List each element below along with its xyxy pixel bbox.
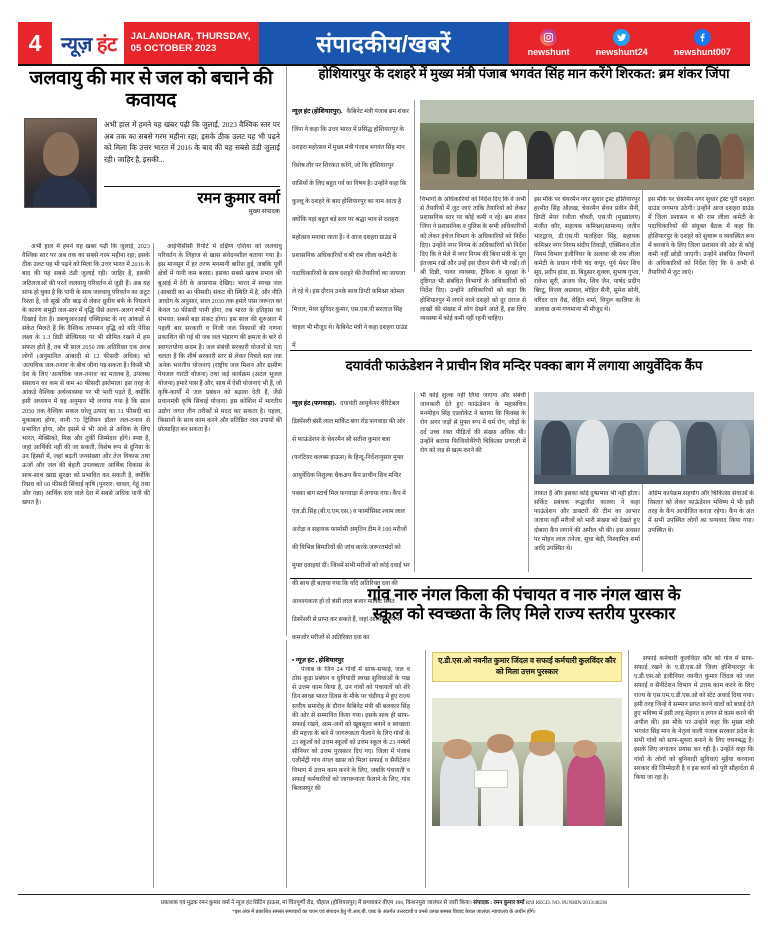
column-divider-a3c2 bbox=[628, 650, 629, 888]
article1-photo bbox=[420, 100, 754, 190]
article2-col4: अग्रिम कार्यक्रम सहयोग और चिकित्सा सेवाओं के विस्तार को लेकर फाऊंडेशन भविष्य में भी इसी तरह के कैंप आयोजित करता रहेगा। कैंप के अंत में सभी उपस्थित लोगों का धन्यवाद किया गया। उपस्थित थे। bbox=[648, 491, 754, 534]
article3-col1 bbox=[292, 655, 410, 894]
column-divider-a2c2 bbox=[528, 392, 529, 572]
facebook-handle: newshunt007 bbox=[673, 46, 731, 57]
social-instagram[interactable] bbox=[528, 29, 570, 57]
footer-line2: *इस अंक में प्रकाशित समस्त समाचारों का चयन एवं संपादन हेतु पी.आर.बी. एक्ट के अंतर्गत उत्तरदायी व उनसे उत्पन्न समस्त विवाद केवल जालंधर न्यायालय के अधीन होंगे। bbox=[232, 909, 536, 916]
article1-col1 bbox=[292, 100, 410, 352]
newspaper-logo[interactable] bbox=[52, 22, 124, 64]
editor-name: रमन कुमार वर्मा bbox=[197, 191, 280, 207]
dateline-city-day: JALANDHAR, THURSDAY, bbox=[130, 31, 251, 43]
column-divider-bottom-main bbox=[286, 640, 287, 888]
article2-col3: ताकत है और इसका कोई दुष्प्रभाव भी नहीं होता। सर्किट प्रबंधक रूद्धजीत कालरा ने कहा फाऊंडेशन और डाक्टरों की टीम का आभार जताया वहीं मरीजों को भारी संख्या को देखते हुए दोबारा कैंप लगाने की अपील भी की। इस अवसर पर मोहन लाल तनेजा, सुधा बेदी, विश्वामित्र शर्मा आदि उपस्थित थे। bbox=[534, 491, 640, 552]
article3-headline-line2: स्कूल को स्वच्छता के लिए मिले राज्य स्तरीय पुरस्कार bbox=[372, 603, 676, 623]
footer-rule bbox=[18, 894, 750, 895]
article3-col1-text: पंजाब के जिन 24 गांवों में साफ-सफाई, जल व ठोस कूड़ा प्रबंधन व धुनियादी स्वच्छ सुविधाओं के पख से उत्तम काम किया है, उन गांवों को पंचायतों को शेरे दिन स्वच्छ भारत दिवस के मौके पर चंडीगढ़ में हुए राज्य स्तरीय समारोह के दौरान कैबिनेट मंत्री श्री बलकार सिंह की ओर से सम्मानित किया गया। इसके साथ ही साफ-सफाई रखने, आम-जनों को खूबसूरत बनाने व स्वच्छता की महत्ता के बारे में जागरूकता फैलाने के लिए गांवों के 23 स्कूलों को उत्तम स्कूलों को उत्तम स्कूल के 23 नम्बरों सीनियर को उत्तम पुरस्कार दिए गए। जिला में पंजाब एलीमेंट्री गांव नंगल खास को मिला सफाई व सैनीटेशन विभाग में उत्तम काम करने के लिए, जबकि पंचायती व सफाई कर्मचारियों को जागरूकता फैलाने के लिए, गांव बिलासपुर की bbox=[292, 667, 410, 792]
article1-headline: होशियारपुर के दशहरे में मुख्य मंत्री पंजाब भगवंत सिंह मान करेंगे शिरकत: ब्रम शंकर जिंपा bbox=[318, 66, 730, 81]
article3-col2: सफाई कर्मचारी कुलविंदर कौर को गांव में साफ-सफाई रखने के ए.डी.एस.ओ जिला होशियारपुर के ए.डी.एस.ओ इंजीनियर नवनीत कुमार जिंदल को जल सफाई व सैनीटेशन विभाग में उत्तम काम करने के लिए राज्य के एस.एम.ए.डी.एस.ओ को स्टेट अवार्ड दिया गया। इसी तरह जिन्हें ये सम्मान प्राप्त करने वालों को बधाई देते हुए भविष्य में इसी तरह मेहनत व लगन से काम करने की अपील की। इस मौके पर उन्होंने कहा कि मुख्य मंत्री भगवंत सिंह मान के नेतृत्व वाली पंजाब सरकार प्रदेश के सभी गांवों को साफ-सुथरा बनाने के लिए वचनबद्ध है। इसके लिए लगातार प्रयास कर रही है। उन्होंने कहा कि गांवों के लोगों को बुनियादी सुविधाएं मुहैया करवाना सरकार की जिम्मेदारी है व इस कार्य को पूरी सौहार्दता से किया जा रहा है। bbox=[634, 656, 754, 781]
column-divider-left-ed bbox=[153, 243, 154, 888]
column-divider-a2c1 bbox=[414, 392, 415, 572]
footer-publisher-text: प्रकाशक एवं मुद्रक रमन कुमार वर्मा ने न्यूज हंट प्रिंटिंग हाऊस, मां चिंतपूर्णी रोड, चौहाल (होशियारपुर) में छपवाकर वीएम 106, किशनपुरा जालंधर से जारी किया। bbox=[160, 900, 474, 906]
editorial-body-col1: अभी हाल में हमने यह खबर पढ़ी कि जुलाई, 2023 वैश्विक स्तर पर अब तक का सबसे गरम महीना रहा; इसके ठीक उलट यह भी पढ़ने को मिला कि उत्तर भारत में 2016 के बाद की यह सबसे ठंडी जुलाई रही। जाहिर है, इसकी जटिलताओं की परतें जलवायु परिवर्तन से जुड़ी हैं। अब यह साफ हो चुका है कि पानी के साथ जलवायु परिवर्तन का अटूट रिश्ता है, जो सूखे और बाढ़ से लेकर ध्रुवीय बर्फ के पिघलने के कारण समुद्री जल-स्तर में वृद्धि जैसे अलग-अलग रूपों में दिखाई देता है। डब्ल्यूआरआई एक्विडक्ट के नए आंकड़ों से संकेत मिलते हैं कि वैश्विक तापमान वृद्धि को यदि पेरिस लक्ष्य के 1.3 डिग्री सेल्सियस पर भी सीमित रखने में हम सफल होते हैं, तब भी साल 2050 तक अतिरिक्त एक अरब लोगों (अनुमानित आबादी से 12 फीसदी अधिक) को 'अत्यधिक जल-तनाव' के बीच जीना पड़ सकता है। किसी भी देश के लिए 'अत्यधिक जल-तनाव' का मतलब है, उपलब्ध संसाधन का कम से कम 40 फीसदी इस्तेमाल। इस तरह के आंकड़े वैश्विक अर्थव्यवस्था पर भी भारी पड़ते हैं, क्योंकि इसी अध्ययन में यह अनुमान भी लगाया गया है कि साल 2050 तक वैश्विक सकल घरेलू उत्पाद का 31 फीसदी का मुकाबला होगा, यानी 70 ट्रिलियन डॉलर जल-तनाव से प्रभावित होगा, और इसमें से भी आधे से अधिक के लिए भारत, मेक्सिको, मिस्र और तुर्की जिम्मेदार होंगे। स्पष्ट है, जहां आर्थिकी नहीं की जा सकती, विशेष रूप से दुनिया के उन हिस्सों में, जहां बढ़ती जनसंख्या और तेज विकास तथा ऊर्जा और जल की बेहती उपलब्धता आर्थिक विकास के साथ-साथ खाद्य सुरक्षा को प्रभावित कर सकती है, क्योंकि रिसच को 60 फीसदी सिंचाई कृषि (पुनरार: चावल, गेहूं तथा और गन्ना) आर्थिक स्तर वाले देश में सबसे अधिक पानी की खपत है। bbox=[22, 244, 150, 506]
article3-photo bbox=[432, 698, 622, 826]
masthead bbox=[18, 22, 750, 64]
page-number: 4 bbox=[18, 22, 52, 64]
footer-rni: RNI REGD. NO. PUNHIN/2013/48236 bbox=[524, 900, 608, 906]
article3-headline-line1: गांव नारु नंगल किला की पंचायत व नारु नंगल खास के bbox=[367, 585, 681, 604]
footer-imprint bbox=[18, 899, 750, 916]
social-facebook[interactable] bbox=[674, 29, 731, 57]
facebook-icon bbox=[694, 29, 711, 46]
twitter-icon bbox=[613, 29, 630, 46]
dateline-block bbox=[124, 22, 259, 64]
article2-col2: भी कोई शुल्क नहीं लिया जाएगा और संबंधी जानकारी देते हुए फाऊंडेशन के महासचिव मनमोहन सिंह एडवोकेट ने बताया कि फिक्स्ड के रोग अगर जड़ों से मुफ्त रूप में धर्म रोग, जोड़ों के दर्द उच्च रक्त पीड़ितों की संख्या अधिक थी। उन्होंने बताया फिजियोथैरेपी चिकित्सा प्रणाली में रोग को जड़ से खत्म करने की bbox=[420, 393, 526, 454]
logo-text bbox=[61, 30, 117, 57]
editorial-headline: जलवायु की मार से जल को बचाने की कवायद bbox=[29, 68, 273, 111]
article1-dateline: न्यूज़ हंट (होशियारपुर). bbox=[292, 108, 343, 115]
article2-headline: दयावंती फाऊंडेशन ने प्राचीन शिव मन्दिर पक्का बाग में लगाया आयुर्वेदिक कैंप bbox=[345, 358, 703, 373]
dateline-date: 05 OCTOBER 2023 bbox=[130, 43, 217, 54]
social-twitter[interactable] bbox=[596, 29, 648, 57]
logo-text-part1: न्यूज़ bbox=[61, 33, 92, 56]
editor-photo bbox=[24, 118, 97, 208]
editorial-lead: अभी हाल में हमने यह खबर पढ़ी कि जुलाई, 2023 वैश्विक स्तर पर अब तक का सबसे गरम महीना रहा; इसके ठीक उलट यह भी पढ़ने को मिला कि उत्तर भारत में 2016 के बाद की यह सबसे ठंडी जुलाई रही। जाहिर है, इसकी... bbox=[104, 120, 280, 164]
editorial-body-col2: आईपीसीसी रिपोर्ट में दक्षिण एशिया को जलवायु परिवर्तन के लिहाज से खास संवेदनशील बताया गया है। इस मानसून में हर तरफ मनमानी बारिश हुई, जबकि पूर्वी क्षेत्रों में पानी कम बरसा। इसका सबसे खराब प्रभाव की बुआई में देरी के आसपास देखिए। भारत में स्वच्छ जल (आबादी का 40 फीसदी) संकट की स्थिति में है, और नीति आयोग के अनुसार, साल 2030 तक हमारे पास जरूरत का केवल 50 फीसदी पानी होगा, तब भारत के इतिहास का संभवत: सबसे बड़ा संकट होगा। इस साल की शुरुआत में पहली बार सरकारी व निजी जल निकायों की गणना प्रकाशित की गई थी जब जल भंडारण की क्षमता के बारे से स्वागतयोग्य कदम है। जल संबंधी सरकारी योजनों से पता चलता है कि शीर्ष सरकारी स्तर से लेकर निचले स्तर तक अनेक भारतीय योजनाएं (राष्ट्रीय जल मिशन और ग्रामीण पेयजल गारंटी योजना) तथा कई कार्यक्रम (अटल भूजल योजना) हमारे पास हैं और, साथ में ऐसी योजनाएं भी हैं, जो कृषि-कार्यों में जल प्रबंधन को बढ़ावा देती हैं, जैसे प्रधानमंत्री कृषि सिंचाई योजना। इस कोशिश में भारतीय उद्योग जगत तीन तरीकों से मदद कर सकता है। पहला, किसानों के साथ काम करने और प्रतिष्ठित जल उपायों की प्रोत्साहित कर सकता है। bbox=[158, 244, 282, 433]
article3-caption: ए.डी.एस.ओ नवनीत कुमार जिंदल व सफाई कर्मचारी कुलविंदर कौर को मिला उत्तम पुरस्कार bbox=[432, 652, 622, 682]
instagram-icon bbox=[540, 29, 557, 46]
twitter-handle: newshunt24 bbox=[595, 46, 648, 57]
footer-line1 bbox=[18, 899, 750, 908]
article1-col4: इस मौके पर चेयरमैन नगर सुधार ट्रस्ट पूरी दशहरा ग्राउंड जगमगा उठेगी। उन्होंने आज दशहरा ग्राउंड में जिला प्रशासन व श्री राम लीला कमेटी के पदाधिकारियों की संयुक्त बैठक में कहा कि होशियारपुर के दशहरे को सुचारू व व्यवस्थित रूप में करवाने के लिए जिला प्रशासन की ओर से कोई कमी नहीं छोड़ी जाएगी। उन्होंने संबंधित विभागों के अधिकारियों को निर्देश दिए कि वे अभी से तैयारियों में जुट जाएं। bbox=[648, 197, 754, 277]
article2-photo bbox=[534, 392, 754, 484]
section-title: संपादकीय/खबरें bbox=[259, 22, 509, 64]
article2-col1-text: दयावंती आयुकेयर चैरिटेबल डिस्पेंसरी बंसी लाल मार्किट बंगा रोड फगवाड़ा की ओर से फाऊंडेशन के चेयरमैन श्री सतीश कुमार बत्रा (फरंटियर कलब्स हाऊस) के हिन्दू-निर्देशानुसार मुफ्त आयुर्वेदिक निशुल्क चैकअप कैंप प्राचीन शिव मन्दिर पक्का बाग स्टार्च मिल फगवाड़ा में लगाया गया। कैंप में एल.डी.सिंह (बी.ए.एम.एस.) व फार्मासिस्ट श्याम लाल अरोड़ा व सहायक फार्मासी अमृतिन टीम ने 100 मरीजों की विभिन्न बिमारियों की जांच करके जरूरतमंदों को मुफ्त दवाइयां दीं। जिनमें सभी मरीजों को कोई दवाई भर की साथ ही बताया गया कि यदि अतिरिक्त दवा की आवश्यकता हो तो बंसी लाल बजार मार्किट स्थित डिस्पेंसरी से प्राप्त कर सकते हैं, जहां आर्थिक रूप से कमजोर मरीजों से अतिरिक्त दवा का bbox=[292, 401, 410, 641]
column-divider-a1c1 bbox=[414, 100, 415, 272]
social-bar bbox=[509, 22, 751, 64]
article1-col2: विभागों के अधिकारियों को निर्देश दिए कि वे अभी से तैयारियों में जुट जाएं ताकि तैयारियों को लेकर प्रशासनिक स्तर पर कोई कमी न रहे। ब्रम शंकर जिंपा ने प्रशासनिक व पुलिस के सभी अधिकारियों को लेकर इंचेज विभाग के अधिकारियों को निर्देश दिए। उन्होंने नगर निगम के अधिकारियों को निर्देश दिए कि वे मेले में नगर निगम की बिना मंत्री के पूरा इंतजाम रखें और उन्हें इस दौरान सेनी भी रखें। तो श्री दिन्नी, पावर व्यवस्था, ट्रैफिक व सुरक्षा के दृष्टिगत भी संबंधित विभागों के अधिकारियों को निर्देश दिए। उन्होंने अधिकारियों को कहा कि होशियारपुर में लगने वाले दशहरे को दूर दराज से लाखों की संख्या में लोग देखने आते हैं, इस लिए व्यवस्था में कोई कमी नहीं रहनी चाहिए। bbox=[420, 197, 526, 322]
article1-col1-text: कैबिनेट मंत्री पंजाब ब्रम शंकर जिंपा ने कहा कि उत्तर भारत में प्रसिद्ध होशियारपुर के दशहरा महोत्सव में मुख्य मंत्री पंजाब भगवंत सिंह मान विशेष तौर पर शिरकत करेंगे, जो कि होशियारपुर वासियों के लिए बहुत गर्व का विषय है। उन्होंने कहा कि कुल्लू के दशहरे के बाद होशियारपुर का नाम आता है क्योंकि यहां बहुत बड़े स्तर पर श्रद्धा भाव से दशहरा महोत्सव मनाया जाता है। वे आज दशहरा ग्राउंड में प्रशासनिक अधिकारियों व श्री राम लीला कमेटी के पदाधिकारियों के साथ दशहरे की तैयारियों का जायजा ले रहे थे। इस दौरान उनके साथ डिप्टी कमिश्नर कोमल मित्तल, मेयर सुरिंदर कुमार, एस.एस.पी सरताज सिंह चाहल भी मौजूद थे। कैबिनेट मंत्री ने कहा दशहरा ग्राउंड में bbox=[292, 109, 409, 349]
article1-col3: इस मौके पर चेयरमैन नगर सुधार ट्रस्ट होशियारपुर हरमीत सिंह औलख, चेयरमैन सेवन प्रवीन सैनी, डिप्टी मेयर रंजीता चौधरी, एस.पी (मुख्यालय) मंजीत कौर, सहायक कमिश्नर(सामान्य) जतीन भारद्वाज, डी.एस.पी फतहिंदर सिंह, सहायक कमिश्नर नगर निगम संदीप तिवाड़ी, एक्सिशन तोंज निगम विभाग इंजीनियर के अलावा श्री राम लीला कमेटी के प्रधान गोपी चंद कपूर, पूर्व मेयर शिव सूद, प्रदीप हांडा, डा. बिदुसार शुक्ला, सुभाष गुप्ता, राकेश सूरी, अजय जैन, शिव जैन, पार्षद प्रदीप बिरटू, विजय अग्रवाल, मोहित सैनी, सुमेश सोनी, वरिंदर दत्त वैद्य, रोहित शर्मा, विपुल कालिया के अलावा अन्य गणमान्य भी मौजूद थे। bbox=[534, 197, 640, 313]
footer-editor: संपादक : रमन कुमार वर्मा bbox=[473, 900, 525, 906]
column-divider-main bbox=[286, 66, 287, 636]
article3-dateline: • न्यूज़ हंट , होशियारपुर bbox=[292, 657, 344, 664]
article3-headline bbox=[292, 586, 756, 624]
article2-dateline: न्यूज़ हंट (फगवाड़ा). bbox=[292, 400, 337, 407]
column-divider-a3c1 bbox=[425, 650, 426, 888]
editor-role: मुख्य संपादक bbox=[248, 208, 280, 215]
logo-text-part2: हंट bbox=[96, 33, 117, 56]
instagram-handle: newshunt bbox=[527, 46, 570, 57]
